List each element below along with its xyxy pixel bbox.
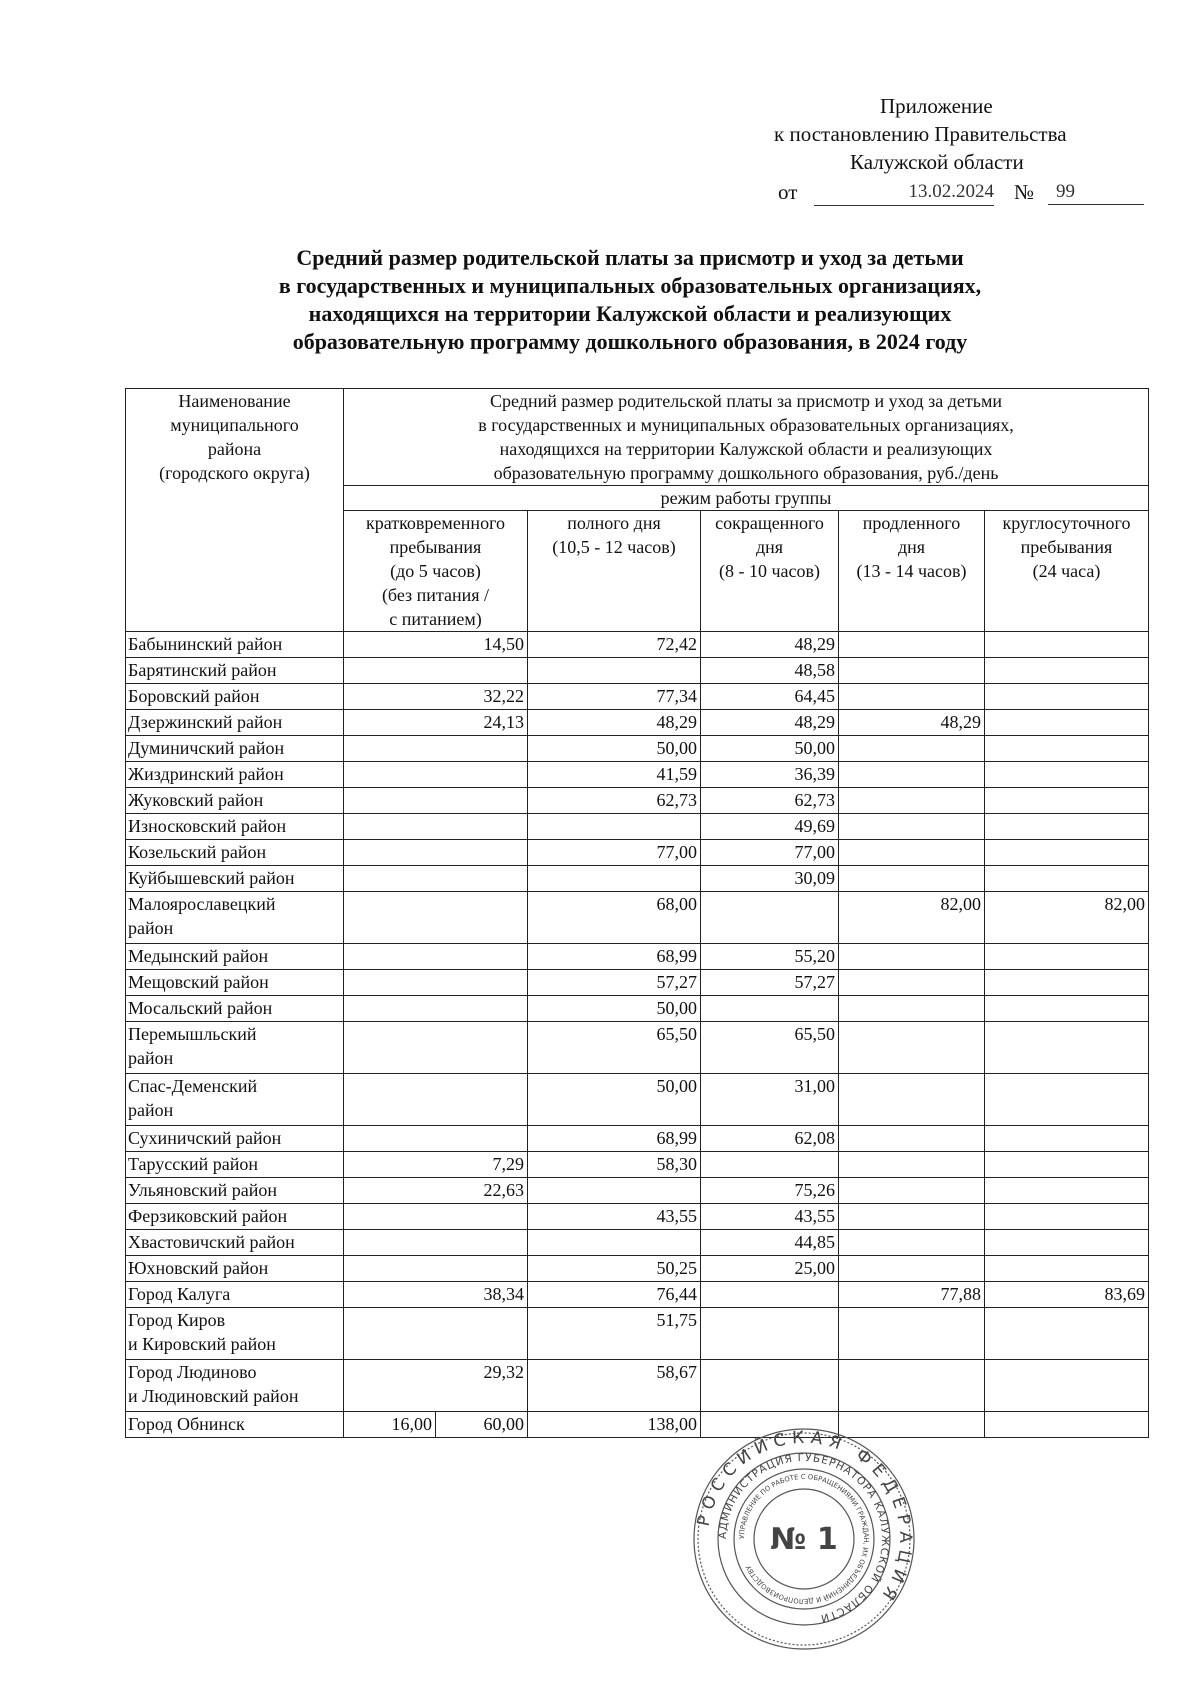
cell-round bbox=[985, 1256, 1149, 1282]
district-name-line: Малоярославецкий bbox=[128, 894, 276, 914]
district-name bbox=[126, 1360, 344, 1412]
header-line: района bbox=[207, 439, 262, 459]
cell-extended bbox=[839, 814, 985, 840]
district-name bbox=[126, 1230, 344, 1256]
cell-round: 83,69 bbox=[985, 1282, 1149, 1308]
cell-full bbox=[528, 658, 701, 684]
table-row bbox=[126, 684, 1149, 710]
cell-round bbox=[985, 996, 1149, 1022]
cell-reduced: 77,00 bbox=[701, 840, 839, 866]
district-name-line: Козельский район bbox=[128, 842, 267, 862]
table-row bbox=[126, 1412, 1149, 1438]
cell-full: 51,75 bbox=[528, 1308, 701, 1360]
cell-extended bbox=[839, 736, 985, 762]
document-title bbox=[150, 244, 1110, 356]
district-name bbox=[126, 1204, 344, 1230]
cell-round bbox=[985, 866, 1149, 892]
district-name-line: Спас-Деменский bbox=[128, 1076, 258, 1096]
cell-short bbox=[344, 1204, 528, 1230]
title-line: находящихся на территории Калужской области и реализующих bbox=[308, 301, 952, 326]
cell-full: 41,59 bbox=[528, 762, 701, 788]
table-row bbox=[126, 1308, 1149, 1360]
column-header-extended-day bbox=[839, 511, 985, 632]
cell-extended bbox=[839, 1204, 985, 1230]
cell-full: 77,00 bbox=[528, 840, 701, 866]
district-name-line: Мещовский район bbox=[128, 972, 269, 992]
official-seal-icon bbox=[690, 1425, 918, 1653]
header-line: пребывания bbox=[389, 537, 482, 557]
table-row bbox=[126, 866, 1149, 892]
cell-full bbox=[528, 866, 701, 892]
cell-short: 14,50 bbox=[344, 632, 528, 658]
district-name-line: Юхновский район bbox=[128, 1258, 269, 1278]
appendix-ref: к постановлению Правительства bbox=[774, 122, 1067, 146]
district-name-line: район bbox=[128, 1100, 174, 1120]
cell-full bbox=[528, 814, 701, 840]
table-row bbox=[126, 762, 1149, 788]
header-line: находящихся на территории Калужской области и реализующих bbox=[499, 439, 993, 459]
header-line: дня bbox=[897, 537, 926, 557]
cell-full: 50,00 bbox=[528, 1074, 701, 1126]
district-name-line: Боровский район bbox=[128, 686, 260, 706]
cell-reduced bbox=[701, 1360, 839, 1412]
cell-round bbox=[985, 1204, 1149, 1230]
district-name-line: Город Калуга bbox=[128, 1284, 231, 1304]
district-name bbox=[126, 1178, 344, 1204]
header-line: круглосуточного bbox=[1002, 513, 1131, 533]
cell-short: 22,63 bbox=[344, 1178, 528, 1204]
district-name-line: Медынский район bbox=[128, 946, 269, 966]
cell-short-stay-part: 60,00 bbox=[435, 1412, 527, 1437]
cell-short bbox=[344, 840, 528, 866]
cell-round bbox=[985, 814, 1149, 840]
cell-extended bbox=[839, 788, 985, 814]
district-name-line: Думиничский район bbox=[128, 738, 285, 758]
cell-full: 43,55 bbox=[528, 1204, 701, 1230]
header-line: муниципального bbox=[170, 415, 299, 435]
cell-reduced: 43,55 bbox=[701, 1204, 839, 1230]
cell-round bbox=[985, 944, 1149, 970]
district-name-line: и Кировский район bbox=[128, 1334, 276, 1354]
cell-reduced: 31,00 bbox=[701, 1074, 839, 1126]
cell-short bbox=[344, 892, 528, 944]
cell-round bbox=[985, 840, 1149, 866]
cell-round bbox=[985, 970, 1149, 996]
cell-reduced: 62,73 bbox=[701, 788, 839, 814]
table-row bbox=[126, 632, 1149, 658]
district-name bbox=[126, 1308, 344, 1360]
title-line: в государственных и муниципальных образовательных организациях, bbox=[278, 273, 982, 298]
cell-full: 58,30 bbox=[528, 1152, 701, 1178]
cell-reduced: 49,69 bbox=[701, 814, 839, 840]
table-row bbox=[126, 996, 1149, 1022]
cell-short bbox=[344, 762, 528, 788]
cell-short: 7,29 bbox=[344, 1152, 528, 1178]
cell-extended bbox=[839, 762, 985, 788]
cell-short bbox=[344, 1256, 528, 1282]
cell-short bbox=[344, 788, 528, 814]
header-line: полного дня bbox=[567, 513, 661, 533]
table-row bbox=[126, 892, 1149, 944]
district-name bbox=[126, 1152, 344, 1178]
title-line: Средний размер родительской платы за присмотр и уход за детьми bbox=[296, 245, 964, 270]
cell-extended bbox=[839, 1256, 985, 1282]
district-name-line: Износковский район bbox=[128, 816, 287, 836]
cell-reduced: 57,27 bbox=[701, 970, 839, 996]
header-line: (13 - 14 часов) bbox=[856, 561, 967, 581]
cell-short bbox=[344, 1126, 528, 1152]
district-name-line: Город Киров bbox=[128, 1310, 226, 1330]
cell-short bbox=[344, 866, 528, 892]
decree-number: 99 bbox=[1048, 178, 1144, 205]
cell-reduced: 25,00 bbox=[701, 1256, 839, 1282]
district-name bbox=[126, 1282, 344, 1308]
cell-full: 50,00 bbox=[528, 736, 701, 762]
cell-round bbox=[985, 1178, 1149, 1204]
seal-center-text: № 1 bbox=[770, 1522, 838, 1557]
column-header-round-the-clock bbox=[985, 511, 1149, 632]
cell-reduced bbox=[701, 996, 839, 1022]
table-row bbox=[126, 1204, 1149, 1230]
cell-extended bbox=[839, 1308, 985, 1360]
district-name bbox=[126, 788, 344, 814]
cell-short bbox=[344, 736, 528, 762]
table-row bbox=[126, 970, 1149, 996]
table-row bbox=[126, 1126, 1149, 1152]
table-row bbox=[126, 1230, 1149, 1256]
cell-reduced: 64,45 bbox=[701, 684, 839, 710]
district-name-line: Бабынинский район bbox=[128, 634, 283, 654]
seal-inner-text: УПРАВЛЕНИЕ ПО РАБОТЕ С ОБРАЩЕНИЯМИ ГРАЖДАН, ИХ ОБЪЕДИНЕНИЙ И ДЕЛОПРОИЗВОДСТВУ bbox=[737, 1472, 871, 1606]
cell-reduced bbox=[701, 892, 839, 944]
cell-short: 29,32 bbox=[344, 1360, 528, 1412]
header-line: сокращенного bbox=[715, 513, 824, 533]
cell-extended bbox=[839, 1178, 985, 1204]
header-line: пребывания bbox=[1020, 537, 1113, 557]
cell-extended bbox=[839, 1074, 985, 1126]
header-line: (до 5 часов) bbox=[390, 561, 481, 581]
cell-reduced: 55,20 bbox=[701, 944, 839, 970]
cell-extended: 77,88 bbox=[839, 1282, 985, 1308]
cell-reduced: 44,85 bbox=[701, 1230, 839, 1256]
cell-round bbox=[985, 710, 1149, 736]
district-name-line: район bbox=[128, 1048, 174, 1068]
table-row bbox=[126, 944, 1149, 970]
cell-short bbox=[344, 814, 528, 840]
header-line: в государственных и муниципальных образовательных организациях, bbox=[478, 415, 1014, 435]
table-row bbox=[126, 1022, 1149, 1074]
cell-full: 50,00 bbox=[528, 996, 701, 1022]
column-header-reduced-day bbox=[701, 511, 839, 632]
appendix-region: Калужской области bbox=[850, 150, 1024, 174]
header-line: продленного bbox=[862, 513, 961, 533]
district-name bbox=[126, 762, 344, 788]
header-line: с питанием) bbox=[389, 609, 482, 629]
cell-extended: 82,00 bbox=[839, 892, 985, 944]
district-name-line: Жуковский район bbox=[128, 790, 264, 810]
district-name bbox=[126, 736, 344, 762]
cell-extended bbox=[839, 1126, 985, 1152]
seal-outer-text: РОССИЙСКАЯ ФЕДЕРАЦИЯ bbox=[693, 1427, 916, 1609]
table-row bbox=[126, 1074, 1149, 1126]
cell-short bbox=[344, 1230, 528, 1256]
seal-ring-text: АДМИНИСТРАЦИЯ ГУБЕРНАТОРА КАЛУЖСКОЙ ОБЛАСТИ bbox=[716, 1451, 892, 1625]
cell-short bbox=[344, 944, 528, 970]
cell-extended bbox=[839, 970, 985, 996]
title-line: образовательную программу дошкольного образования, в 2024 году bbox=[292, 329, 968, 354]
cell-round bbox=[985, 1230, 1149, 1256]
cell-extended bbox=[839, 632, 985, 658]
header-line: Средний размер родительской платы за присмотр и уход за детьми bbox=[490, 391, 1002, 411]
district-name bbox=[126, 814, 344, 840]
cell-reduced: 75,26 bbox=[701, 1178, 839, 1204]
cell-reduced: 50,00 bbox=[701, 736, 839, 762]
cell-round bbox=[985, 1152, 1149, 1178]
table-row bbox=[126, 1360, 1149, 1412]
cell-short bbox=[344, 970, 528, 996]
cell-extended bbox=[839, 944, 985, 970]
district-name bbox=[126, 684, 344, 710]
column-header-short-stay bbox=[344, 511, 528, 632]
cell-reduced bbox=[701, 1282, 839, 1308]
district-name-line: Сухиничский район bbox=[128, 1128, 282, 1148]
cell-reduced: 30,09 bbox=[701, 866, 839, 892]
cell-round bbox=[985, 1074, 1149, 1126]
district-name-line: Барятинский район bbox=[128, 660, 277, 680]
district-name-line: Ульяновский район bbox=[128, 1180, 277, 1200]
district-name bbox=[126, 1074, 344, 1126]
cell-reduced: 48,29 bbox=[701, 632, 839, 658]
district-name bbox=[126, 1412, 344, 1438]
cell-full: 76,44 bbox=[528, 1282, 701, 1308]
district-name bbox=[126, 658, 344, 684]
cell-full: 58,67 bbox=[528, 1360, 701, 1412]
cell-round bbox=[985, 736, 1149, 762]
district-name-line: Куйбышевский район bbox=[128, 868, 295, 888]
cell-reduced: 65,50 bbox=[701, 1022, 839, 1074]
cell-reduced bbox=[701, 1152, 839, 1178]
district-name bbox=[126, 840, 344, 866]
cell-short: 32,22 bbox=[344, 684, 528, 710]
header-line: (10,5 - 12 часов) bbox=[552, 537, 676, 557]
cell-round bbox=[985, 1022, 1149, 1074]
cell-full: 50,25 bbox=[528, 1256, 701, 1282]
cell-short bbox=[344, 1022, 528, 1074]
name-column-header bbox=[126, 389, 344, 632]
cell-extended bbox=[839, 684, 985, 710]
district-name-line: Город Людиново bbox=[128, 1362, 257, 1382]
header-line: кратковременного bbox=[365, 513, 506, 533]
cell-round bbox=[985, 658, 1149, 684]
cell-full: 77,34 bbox=[528, 684, 701, 710]
district-name-line: Жиздринский район bbox=[128, 764, 284, 784]
cell-full: 65,50 bbox=[528, 1022, 701, 1074]
district-name-line: Мосальский район bbox=[128, 998, 273, 1018]
district-name bbox=[126, 1022, 344, 1074]
district-name bbox=[126, 996, 344, 1022]
cell-reduced: 62,08 bbox=[701, 1126, 839, 1152]
cell-extended bbox=[839, 658, 985, 684]
cell-round bbox=[985, 1126, 1149, 1152]
cell-extended: 48,29 bbox=[839, 710, 985, 736]
cell-extended bbox=[839, 1022, 985, 1074]
cell-full: 68,99 bbox=[528, 1126, 701, 1152]
cell-short: 38,34 bbox=[344, 1282, 528, 1308]
from-label: от bbox=[778, 180, 798, 204]
table-row bbox=[126, 1256, 1149, 1282]
cell-extended bbox=[839, 1152, 985, 1178]
cell-full: 48,29 bbox=[528, 710, 701, 736]
table-body bbox=[126, 632, 1149, 1438]
district-name bbox=[126, 970, 344, 996]
cell-extended bbox=[839, 840, 985, 866]
table-row bbox=[126, 710, 1149, 736]
district-name-line: район bbox=[128, 918, 174, 938]
cell-full: 72,42 bbox=[528, 632, 701, 658]
district-name bbox=[126, 866, 344, 892]
cell-reduced: 48,58 bbox=[701, 658, 839, 684]
cell-extended bbox=[839, 1230, 985, 1256]
cell-round bbox=[985, 762, 1149, 788]
cell-reduced: 36,39 bbox=[701, 762, 839, 788]
cell-full: 62,73 bbox=[528, 788, 701, 814]
cell-extended bbox=[839, 866, 985, 892]
cell-short: 24,13 bbox=[344, 710, 528, 736]
header-line: (без питания / bbox=[381, 585, 490, 605]
table-row bbox=[126, 1282, 1149, 1308]
fee-table bbox=[125, 388, 1149, 1438]
cell-full: 138,00 bbox=[528, 1412, 701, 1438]
district-name bbox=[126, 1126, 344, 1152]
mode-header: режим работы группы bbox=[344, 486, 1149, 511]
table-row bbox=[126, 1152, 1149, 1178]
appendix-label: Приложение bbox=[880, 94, 993, 118]
district-name bbox=[126, 710, 344, 736]
cell-short bbox=[344, 658, 528, 684]
cell-short bbox=[344, 1074, 528, 1126]
header-line: (8 - 10 часов) bbox=[718, 561, 820, 581]
cell-round bbox=[985, 1308, 1149, 1360]
cell-reduced bbox=[701, 1308, 839, 1360]
district-name-line: и Людиновский район bbox=[128, 1386, 299, 1406]
cell-short bbox=[344, 996, 528, 1022]
table-row bbox=[126, 736, 1149, 762]
header-line: Наименование bbox=[178, 391, 291, 411]
header-line: образовательную программу дошкольного образования, руб./день bbox=[493, 463, 999, 483]
district-name-line: Ферзиковский район bbox=[128, 1206, 288, 1226]
cell-short-stay-part: 16,00 bbox=[391, 1414, 432, 1434]
cell-short bbox=[344, 1308, 528, 1360]
table-row bbox=[126, 840, 1149, 866]
district-name bbox=[126, 892, 344, 944]
cell-extended bbox=[839, 996, 985, 1022]
cell-full bbox=[528, 1230, 701, 1256]
cell-round: 82,00 bbox=[985, 892, 1149, 944]
cell-full: 68,99 bbox=[528, 944, 701, 970]
district-name bbox=[126, 1256, 344, 1282]
cell-full: 68,00 bbox=[528, 892, 701, 944]
district-name-line: Хвастовичский район bbox=[128, 1232, 295, 1252]
group-header bbox=[344, 389, 1149, 486]
cell-round bbox=[985, 788, 1149, 814]
district-name bbox=[126, 632, 344, 658]
header-line: дня bbox=[755, 537, 784, 557]
table-row bbox=[126, 788, 1149, 814]
table-row bbox=[126, 658, 1149, 684]
district-name-line: Тарусский район bbox=[128, 1154, 259, 1174]
number-label: № bbox=[1014, 180, 1035, 204]
header-line: (городского округа) bbox=[159, 463, 310, 483]
cell-reduced: 48,29 bbox=[701, 710, 839, 736]
district-name-line: Город Обнинск bbox=[128, 1414, 245, 1434]
cell-round bbox=[985, 684, 1149, 710]
cell-extended bbox=[839, 1360, 985, 1412]
district-name bbox=[126, 944, 344, 970]
decree-date: 13.02.2024 bbox=[814, 178, 994, 206]
header-line: (24 часа) bbox=[1032, 561, 1101, 581]
cell-round bbox=[985, 1412, 1149, 1438]
district-name-line: Перемышльский bbox=[128, 1024, 257, 1044]
cell-short-stay bbox=[344, 1412, 528, 1438]
column-header-full-day bbox=[528, 511, 701, 632]
cell-full bbox=[528, 1178, 701, 1204]
district-name-line: Дзержинский район bbox=[128, 712, 283, 732]
table-row bbox=[126, 1178, 1149, 1204]
cell-full: 57,27 bbox=[528, 970, 701, 996]
cell-round bbox=[985, 1360, 1149, 1412]
table-row bbox=[126, 814, 1149, 840]
cell-round bbox=[985, 632, 1149, 658]
